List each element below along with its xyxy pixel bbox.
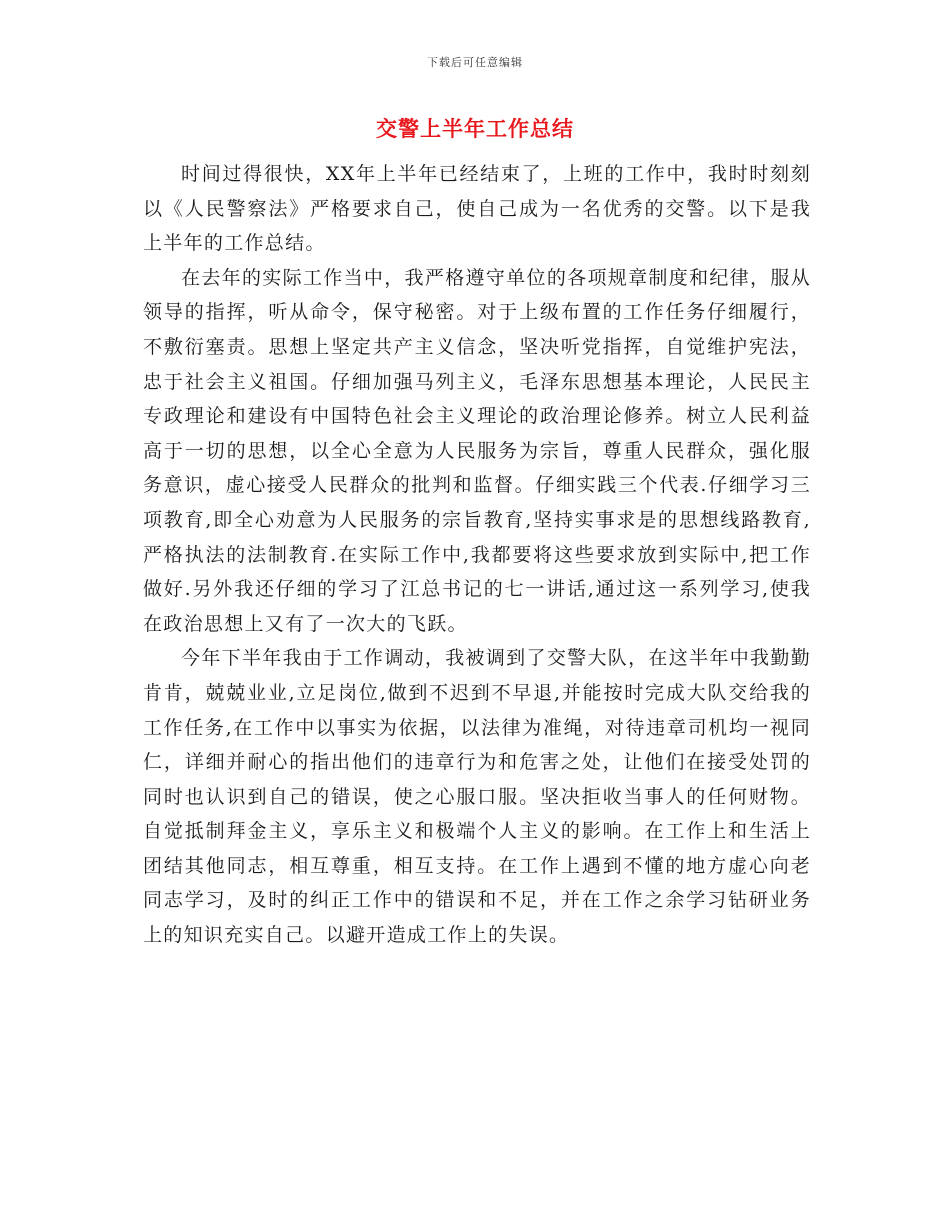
- document-title: 交警上半年工作总结: [376, 117, 574, 141]
- document-body: [143, 157, 811, 953]
- paragraph-this-year: 今年下半年我由于工作调动，我被调到了交警大队，在这半年中我勤勤肯肯，兢兢业业,立足岗位,做到不迟到不早退,并能按时完成大队交给我的工作任务,在工作中以事实为依据，以法律为准绳，对待违章司机均一视同仁，详细并耐心的指出他们的违章行为和危害之处，让他们在接受处罚的同时也认识到自己的错误，使之心服口服。坚决拒收当事人的任何财物。自觉抵制拜金主义，享乐主义和极端个人主义的影响。在工作上和生活上团结其他同志，相互尊重，相互支持。在工作上遇到不懂的地方虚心向老同志学习，及时的纠正工作中的错误和不足，并在工作之余学习钻研业务上的知识充实自己。以避开造成工作上的失误。: [143, 647, 811, 947]
- header-note: 下载后可任意编辑: [427, 56, 523, 69]
- paragraph-last-year: 在去年的实际工作当中，我严格遵守单位的各项规章制度和纪律，服从领导的指挥，听从命令，保守秘密。对于上级布置的工作任务仔细履行，不敷衍塞责。思想上坚定共产主义信念，坚决听党指挥，自觉维护宪法，忠于社会主义祖国。仔细加强马列主义，毛泽东思想基本理论，人民民主专政理论和建设有中国特色社会主义理论的政治理论修养。树立人民利益高于一切的思想，以全心全意为人民服务为宗旨，尊重人民群众，强化服务意识，虚心接受人民群众的批判和监督。仔细实践三个代表.仔细学习三项教育,即全心劝意为人民服务的宗旨教育,坚持实事求是的思想线路教育,严格执法的法制教育.在实际工作中,我都要将这些要求放到实际中,把工作做好.另外我还仔细的学习了江总书记的七一讲话,通过这一系列学习,使我在政治思想上又有了一次大的飞跃。: [143, 266, 811, 635]
- paragraph-intro: 时间过得很快，XX年上半年已经结束了，上班的工作中，我时时刻刻以《人民警察法》严格要求自己，使自己成为一名优秀的交警。以下是我上半年的工作总结。: [143, 163, 811, 255]
